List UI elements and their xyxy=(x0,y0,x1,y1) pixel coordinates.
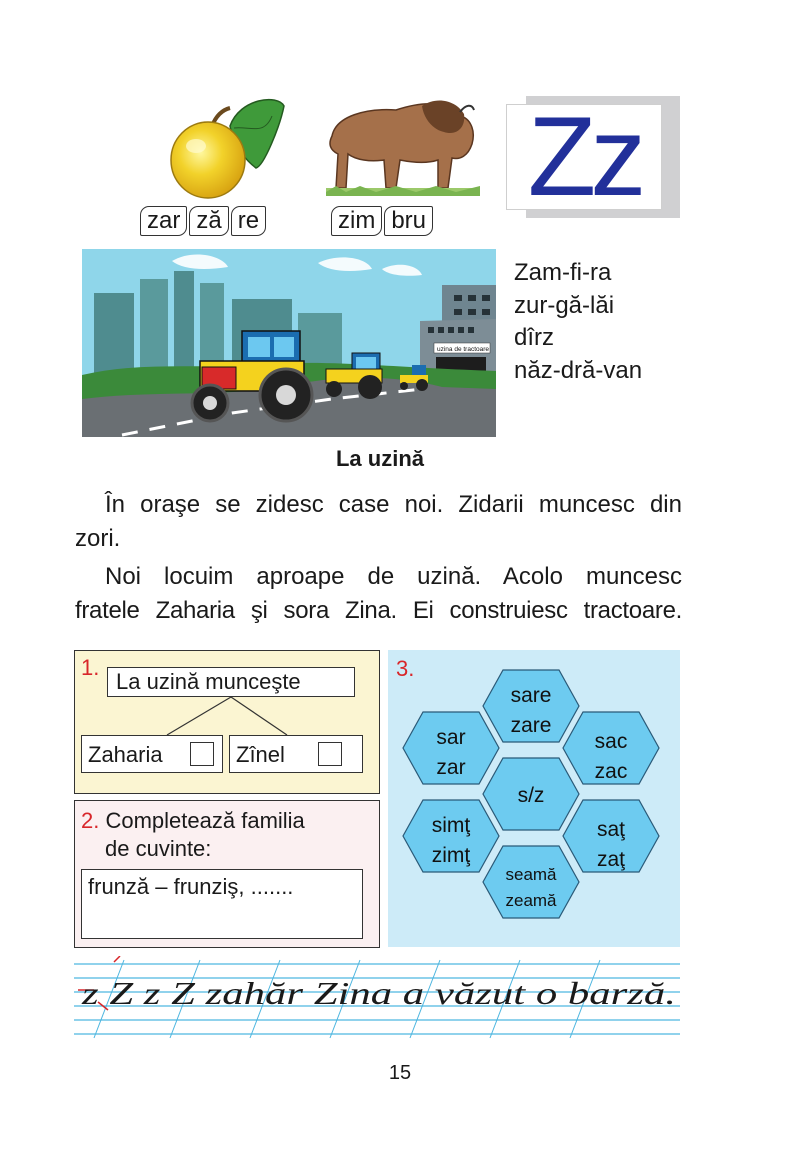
handwriting-lines xyxy=(74,956,680,1046)
apple-illustration xyxy=(160,96,286,204)
word-list-item: Zam-fi-ra xyxy=(514,259,612,286)
paragraph-2 xyxy=(75,560,682,628)
scene-caption-text: La uzină xyxy=(335,446,424,471)
letter-card xyxy=(506,96,680,218)
exercise-2-answer: frunză – frunziş, ....... xyxy=(88,874,294,899)
hex-word: zare xyxy=(510,714,552,737)
hex-word: zac xyxy=(594,760,628,783)
letter-zz: Zz xyxy=(506,104,662,210)
exercise-1-number: 1. xyxy=(81,655,100,680)
hex-word: sare xyxy=(510,684,552,707)
exercise-2-prompt-line-2: de cuvinte: xyxy=(105,836,212,861)
paragraph-2-line-2: fratele Zaharia şi sora Zina. Ei construiesc tractoare. xyxy=(75,597,682,624)
exercise-3-number: 3. xyxy=(396,656,415,681)
hex-center-label: s/z xyxy=(517,784,545,807)
hex-word: sar xyxy=(436,726,466,749)
hex-word: zeamă xyxy=(505,891,557,910)
exercise-3-box xyxy=(388,650,680,947)
hex-grid xyxy=(388,650,680,947)
word-list-item: dîrz xyxy=(514,324,555,351)
syllable-chip: re xyxy=(231,206,266,236)
syllable-chip: ză xyxy=(189,206,228,236)
exercise-1-top-label: La uzină munceşte xyxy=(107,667,355,697)
hex-word: seamă xyxy=(505,865,557,884)
hex-word: saţ xyxy=(596,818,626,841)
syllable-chip: zim xyxy=(331,206,382,236)
hex-word: simţ xyxy=(431,814,471,837)
word-list-item: năz-dră-van xyxy=(514,356,643,384)
paragraph-1-line-1: În oraşe se zidesc case noi. Zidarii muncesc din xyxy=(105,491,682,518)
exercise-1-option-zaharia xyxy=(81,735,223,773)
paragraph-2-line-1: Noi locuim aproape de uzină. Acolo muncesc xyxy=(105,563,682,590)
hex-word: sac xyxy=(594,730,628,753)
scene-caption xyxy=(0,446,678,472)
exercise-2-prompt xyxy=(81,807,371,863)
option-zaharia-label: Zaharia xyxy=(88,742,163,767)
option-zaharia-checkbox[interactable] xyxy=(190,742,214,766)
word-list xyxy=(514,257,642,387)
handwriting-text: z Z z Z zahăr Zina a văzut o barză. xyxy=(80,975,676,1011)
exercise-2-prompt-line-1: Completează familia xyxy=(105,808,305,833)
exercise-2-number: 2. xyxy=(81,808,100,833)
syllable-chip: bru xyxy=(384,206,433,236)
exercise-2-box xyxy=(74,800,380,948)
word-list-item: zur-gă-lăi xyxy=(514,291,615,319)
page-number: 15 xyxy=(388,1062,412,1084)
syllables-zimbru xyxy=(331,206,433,236)
hex-word: zimţ xyxy=(431,844,471,867)
hex-word: zaţ xyxy=(596,848,626,871)
option-zinel-checkbox[interactable] xyxy=(318,742,342,766)
exercise-1-box xyxy=(74,650,380,794)
syllables-zarzare xyxy=(140,206,266,236)
hex-word: zar xyxy=(436,756,466,779)
bison-illustration xyxy=(326,96,480,202)
paragraph-1-line-2: zori. xyxy=(75,525,121,552)
exercise-2-answer-box[interactable] xyxy=(81,869,363,939)
factory-scene xyxy=(82,249,496,437)
syllable-chip: zar xyxy=(140,206,187,236)
option-zinel-label: Zînel xyxy=(236,742,285,767)
exercise-1-option-zinel xyxy=(229,735,363,773)
paragraph-1 xyxy=(75,488,682,556)
exercise-1-connector-lines xyxy=(75,651,381,795)
factory-sign-text: uzina de tractoare xyxy=(437,346,490,353)
